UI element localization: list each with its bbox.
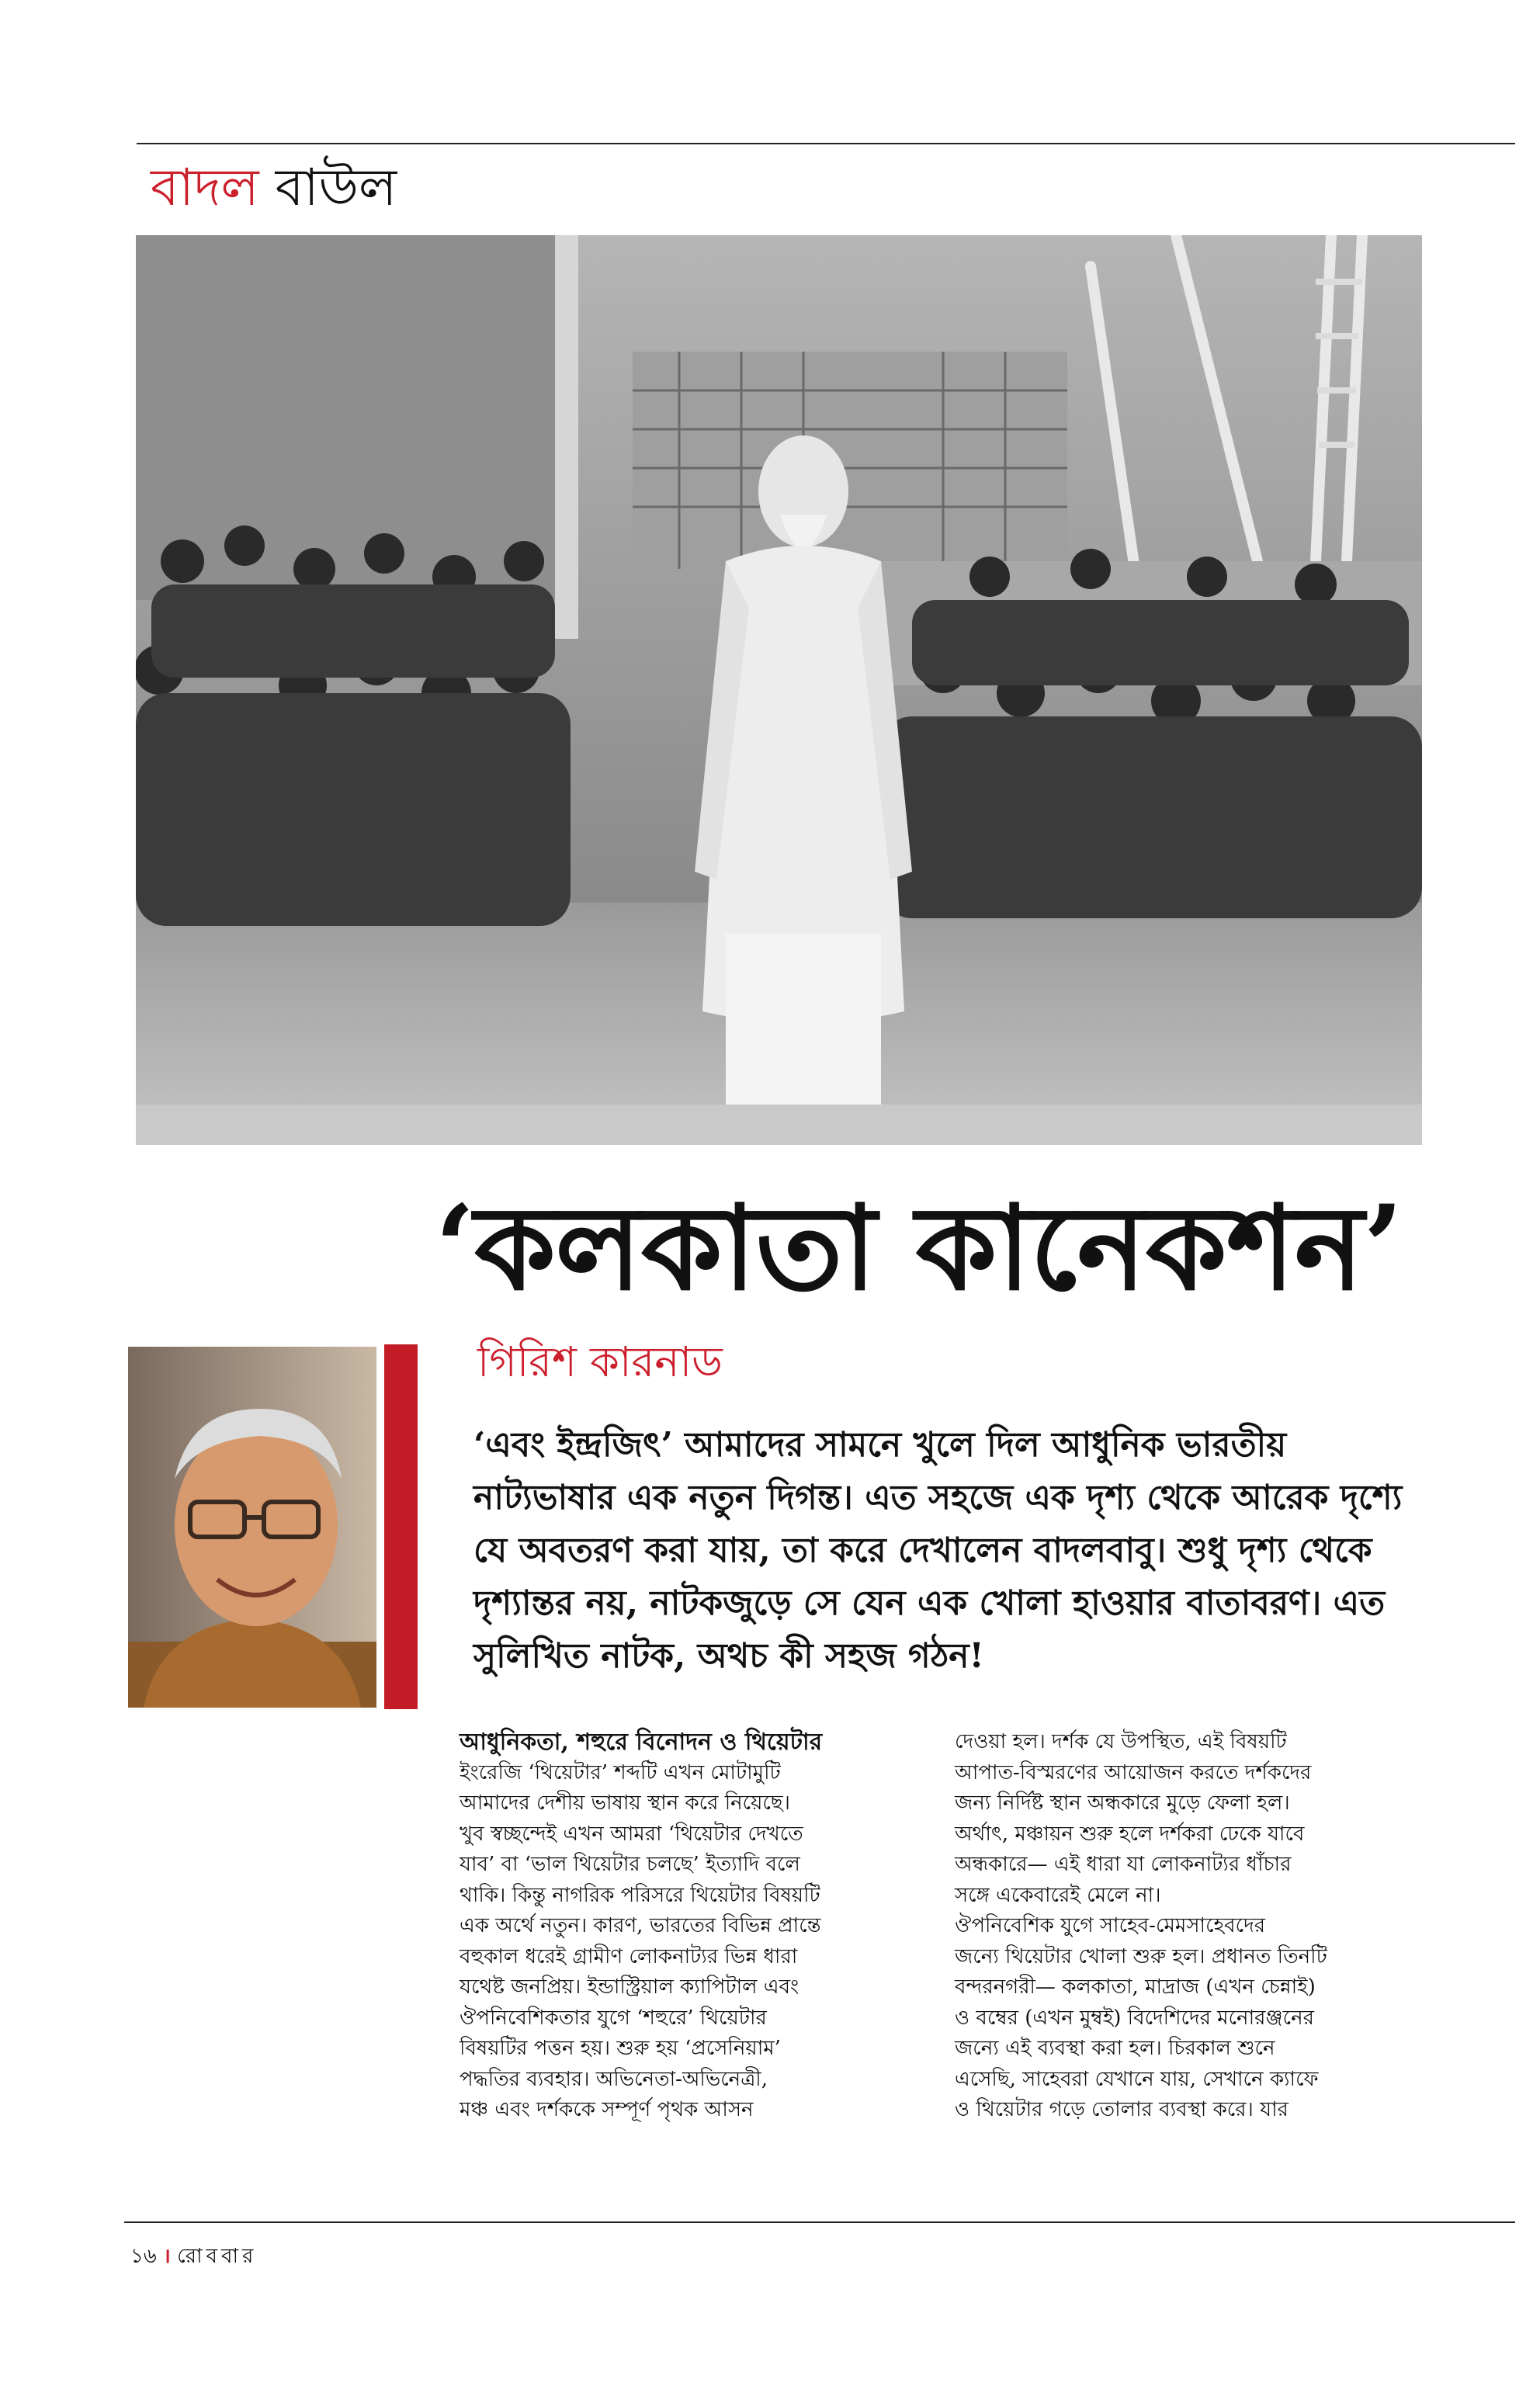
author-portrait-illustration — [128, 1347, 376, 1708]
body-text-right: দেওয়া হল। দর্শক যে উপস্থিত, এই বিষয়টি আপাত-বিস্মরণের আয়োজন করতে দর্শকদের জন্য নির্দিষ্ট স্থান অন্ধকারে মুড়ে ফেলা হল। অর্থাৎ, মঞ্চায়ন শুরু হলে দর্শকরা ঢেকে যাবে অন্ধকারে— এই ধারা যা লোকনাট্যর ধাঁচার সঙ্গে একেবারেই মেলে না। ঔপনিবেশিক যুগে সাহেব-মেমসাহেবদের জন্যে থিয়েটার খোলা শুরু হল। প্রধানত তিনটি বন্দরনগরী— কলকাতা, মাদ্রাজ (এখন চেন্নাই) ও বম্বের (এখন মুম্বই) বিদেশিদের মনোরঞ্জনের জন্যে এই ব্যবস্থা করা হল। চিরকাল শুনে এসেছি, সাহেবরা যেখানে যায়, সেখানে ক্যাফে ও থিয়েটার গড়ে তোলার ব্যবস্থা করে। যার — [955, 1730, 1327, 2121]
bottom-rule — [124, 2221, 1515, 2223]
author-portrait — [128, 1347, 376, 1708]
page-folio — [130, 2240, 257, 2274]
section-title-black: বাউল — [275, 158, 397, 217]
top-rule — [137, 143, 1515, 144]
section-title-red: বাদল — [151, 158, 259, 217]
body-text-left: ইংরেজি ‘থিয়েটার’ শব্দটি এখন মোটামুটি আমাদের দেশীয় ভাষায় স্থান করে নিয়েছে। খুব স্বচ্ছন্দেই এখন আমরা ‘থিয়েটার দেখতে যাব’ বা ‘ভাল থিয়েটার চলছে’ ইত্যাদি বলে থাকি। কিন্তু নাগরিক পরিসরে থিয়েটার বিষয়টি এক অর্থে নতুন। কারণ, ভারতের বিভিন্ন প্রান্তে বহুকাল ধরেই গ্রামীণ লোকনাট্যর ভিন্ন ধারা যথেষ্ট জনপ্রিয়। ইন্ডাস্ট্রিয়াল ক্যাপিটাল এবং ঔপনিবেশিকতার যুগে ‘শহুরে’ থিয়েটার বিষয়টির পত্তন হয়। শুরু হয় ‘প্রসেনিয়াম’ পদ্ধতির ব্যবহার। অভিনেতা-অভিনেত্রী, মঞ্চ এবং দর্শককে সম্পূর্ণ পৃথক আসন — [460, 1760, 821, 2121]
portrait-accent-bar — [384, 1344, 418, 1709]
folio-separator: । — [163, 2245, 171, 2268]
hero-photo — [136, 235, 1422, 1105]
publication-name: রোববার — [177, 2245, 258, 2268]
page-number: ১৬ — [130, 2245, 157, 2268]
headline: ‘কলকাতা কানেকশন’ — [435, 1180, 1403, 1316]
body-column-left — [460, 1727, 886, 2126]
section-header — [151, 157, 397, 218]
hero-photo-strip — [136, 1105, 1422, 1145]
hero-photo-illustration — [136, 235, 1422, 1105]
body-subheading: আধুনিকতা, শহুরে বিনোদন ও থিয়েটার — [460, 1729, 823, 1756]
standfirst: ‘এবং ইন্দ্রজিৎ’ আমাদের সামনে খুলে দিল আধুনিক ভারতীয় নাট্যভাষার এক নতুন দিগন্ত। এত সহজে এক দৃশ্য থেকে আরেক দৃশ্যে যে অবতরণ করা যায়, তা করে দেখালেন বাদলবাবু। শুধু দৃশ্য থেকে দৃশ্যান্তর নয়, নাটকজুড়ে সে যেন এক খোলা হাওয়ার বাতাবরণ। এত সুলিখিত নাটক, অথচ কী সহজ গঠন! — [473, 1425, 1403, 1676]
author-byline: গিরিশ কারনাড — [477, 1337, 723, 1386]
body-column-right — [955, 1727, 1389, 2126]
